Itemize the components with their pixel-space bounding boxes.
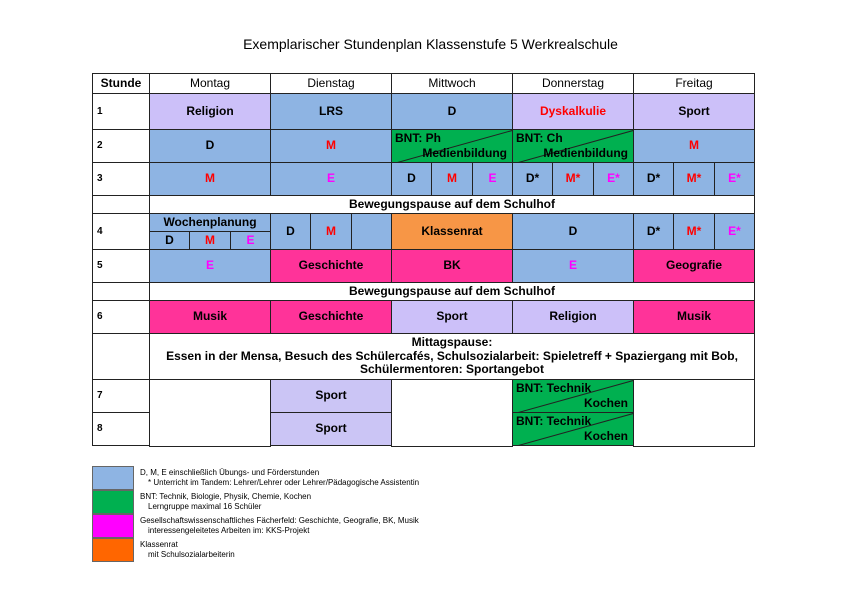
lesson-cell-header: Wochenplanung — [149, 213, 271, 232]
lunch-title: Mittagspause: — [411, 334, 493, 349]
lesson-cell: M — [270, 129, 392, 163]
timetable — [92, 73, 755, 446]
period-number: 8 — [92, 412, 150, 446]
lesson-subcell: D* — [633, 213, 674, 250]
lunch-activities-cont: Schülermentoren: Sportangebot — [359, 362, 544, 377]
split-lesson-bottom: Medienbildung — [422, 146, 507, 161]
empty-cell — [149, 379, 271, 447]
empty-cell — [633, 379, 755, 447]
header-day-donnerstag: Donnerstag — [512, 73, 634, 94]
split-lesson-cell — [512, 412, 634, 446]
split-lesson-top: BNT: Ph — [395, 131, 441, 145]
empty-cell — [391, 379, 513, 447]
lesson-subcell: E* — [593, 162, 634, 196]
period-number: 1 — [92, 93, 150, 130]
break-row: Bewegungspause auf dem Schulhof — [149, 195, 755, 214]
lesson-subcell: D — [391, 162, 432, 196]
legend-text: BNT: Technik, Biologie, Physik, Chemie, Kochen — [140, 492, 312, 501]
lesson-cell: Sport — [270, 412, 392, 446]
lesson-subcell: D* — [633, 162, 674, 196]
legend-text: Klassenrat — [140, 540, 178, 549]
legend-swatch-magenta — [92, 514, 134, 538]
lesson-subcell: E — [472, 162, 513, 196]
lesson-subcell: M — [310, 213, 352, 250]
lesson-subcell: M* — [673, 213, 715, 250]
period-number: 5 — [92, 249, 150, 283]
lesson-cell: BK — [391, 249, 513, 283]
legend-subtext: * Unterricht im Tandem: Lehrer/Lehrer oder Lehrer/Pädagogische Assistentin — [148, 478, 420, 487]
lesson-subcell: M* — [673, 162, 715, 196]
lesson-cell: Dyskalkulie — [512, 93, 634, 130]
lesson-cell: Klassenrat — [391, 213, 513, 250]
split-lesson-bottom: Kochen — [583, 429, 628, 444]
lesson-subcell: E* — [714, 213, 755, 250]
lesson-cell: Religion — [149, 93, 271, 130]
period-number: 4 — [92, 213, 150, 250]
period-number: 6 — [92, 300, 150, 334]
lesson-cell: Geschichte — [270, 300, 392, 334]
lesson-subcell — [351, 213, 392, 250]
lesson-subcell: M — [431, 162, 473, 196]
lesson-cell: E — [149, 249, 271, 283]
split-lesson-cell — [512, 129, 634, 163]
split-lesson-bottom: Kochen — [583, 396, 628, 411]
lesson-cell: Musik — [149, 300, 271, 334]
legend-text: D, M, E einschließlich Übungs- und Förderstunden — [140, 468, 320, 477]
header-stunde: Stunde — [92, 73, 150, 94]
lesson-subcell: D — [270, 213, 311, 250]
lesson-subcell: E — [230, 231, 271, 250]
empty-cell — [92, 195, 150, 214]
legend-swatch-orange — [92, 538, 134, 562]
legend-swatch-blue — [92, 466, 134, 490]
lesson-subcell: D — [149, 231, 190, 250]
lesson-cell: Geschichte — [270, 249, 392, 283]
lesson-cell: Religion — [512, 300, 634, 334]
legend-subtext: Lerngruppe maximal 16 Schüler — [148, 502, 262, 511]
period-number: 3 — [92, 162, 150, 196]
split-lesson-top: BNT: Ch — [516, 131, 563, 145]
lesson-subcell: D* — [512, 162, 553, 196]
legend-entry — [140, 540, 235, 560]
header-day-freitag: Freitag — [633, 73, 755, 94]
lunch-break-row — [149, 333, 755, 380]
lesson-cell: Sport — [391, 300, 513, 334]
legend-subtext: mit Schulsozialarbeiterin — [148, 550, 235, 559]
lesson-cell: Sport — [633, 93, 755, 130]
lesson-cell: D — [512, 213, 634, 250]
header-day-montag: Montag — [149, 73, 271, 94]
split-lesson-cell — [512, 379, 634, 413]
lesson-cell: Geografie — [633, 249, 755, 283]
lesson-cell: E — [512, 249, 634, 283]
lesson-cell: Musik — [633, 300, 755, 334]
legend-entry — [140, 516, 419, 536]
lesson-cell: M — [633, 129, 755, 163]
break-row: Bewegungspause auf dem Schulhof — [149, 282, 755, 301]
lesson-subcell: M — [189, 231, 231, 250]
lesson-cell: D — [149, 129, 271, 163]
legend-swatch-green — [92, 490, 134, 514]
empty-cell — [92, 282, 150, 301]
lunch-activities: Essen in der Mensa, Besuch des Schülercafés, Schulsozialarbeit: Spieletreff + Spaziergang mit Bob, — [166, 348, 738, 363]
legend-subtext: interessengeleitetes Arbeiten im: KKS-Projekt — [148, 526, 310, 535]
header-day-mittwoch: Mittwoch — [391, 73, 513, 94]
lesson-cell: Sport — [270, 379, 392, 413]
empty-cell — [92, 333, 150, 380]
lesson-cell: M — [149, 162, 271, 196]
split-lesson-top: BNT: Technik — [516, 414, 592, 428]
header-day-dienstag: Dienstag — [270, 73, 392, 94]
split-lesson-cell — [391, 129, 513, 163]
period-number: 7 — [92, 379, 150, 413]
split-lesson-bottom: Medienbildung — [543, 146, 628, 161]
page-title: Exemplarischer Stundenplan Klassenstufe 5 Werkrealschule — [243, 36, 618, 52]
legend-text: Gesellschaftswissenschaftliches Fächerfeld: Geschichte, Geografie, BK, Musik — [140, 516, 419, 525]
legend-entry — [140, 492, 311, 512]
period-number: 2 — [92, 129, 150, 163]
lesson-cell: E — [270, 162, 392, 196]
lesson-cell: D — [391, 93, 513, 130]
lesson-subcell: E* — [714, 162, 755, 196]
legend-entry — [140, 468, 419, 488]
split-lesson-top: BNT: Technik — [516, 381, 592, 395]
lesson-cell: LRS — [270, 93, 392, 130]
lesson-subcell: M* — [552, 162, 594, 196]
